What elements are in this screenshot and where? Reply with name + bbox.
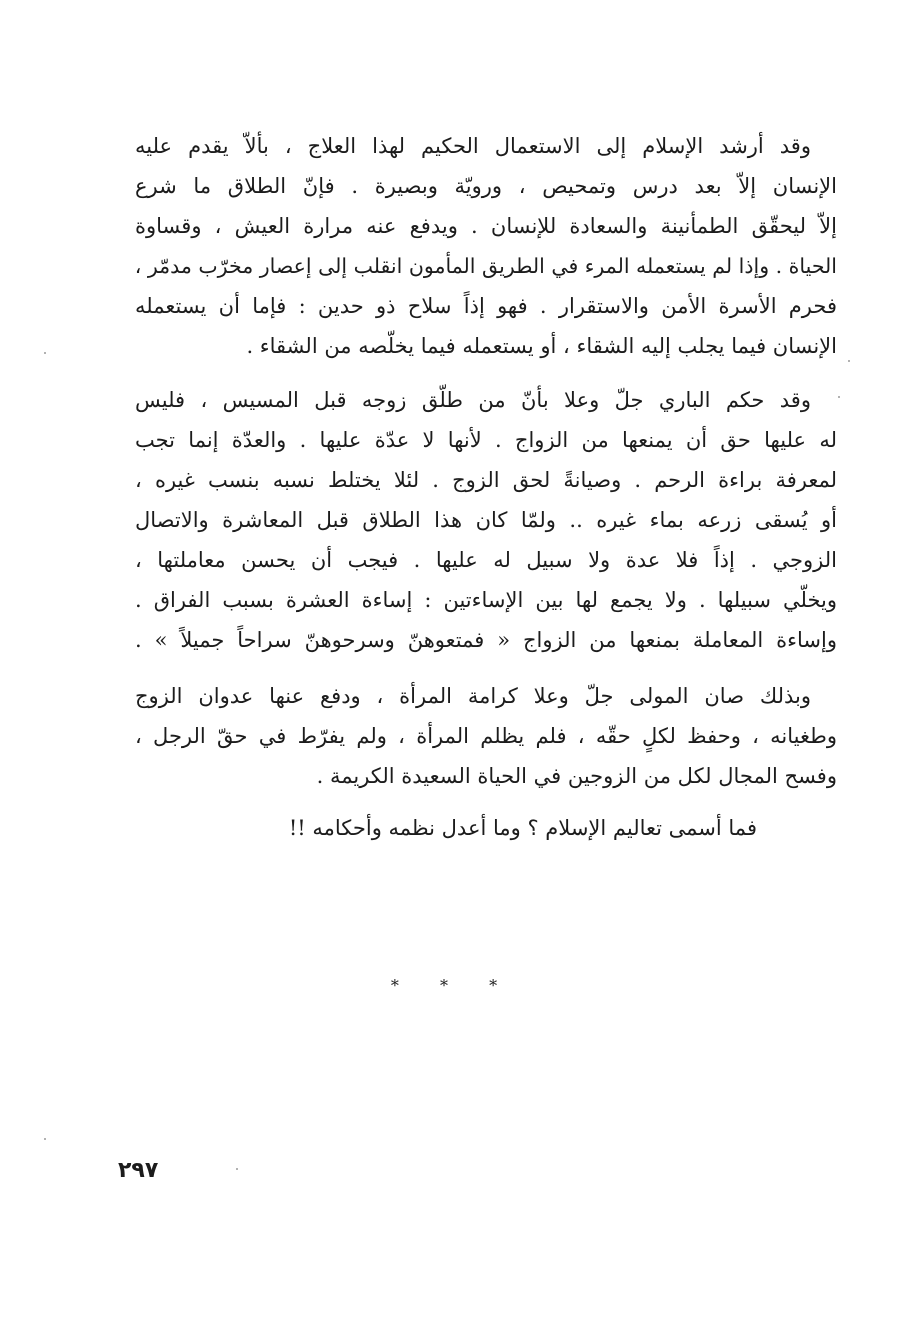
text-line: وقد أرشد الإسلام إلى الاستعمال الحكيم لهذا العلاج ، بألاّ يقدم عليه — [135, 134, 811, 158]
text-line: الإنسان إلاّ بعد درس وتمحيص ، ورويّة وبصيرة . فإنّ الطلاق ما شرع — [135, 174, 837, 198]
page-number: ٢٩٧ — [118, 1158, 159, 1183]
text-line: وإساءة المعاملة بمنعها من الزواج « فمتعوهنّ وسرحوهنّ سراحاً جميلاً » . — [135, 628, 837, 652]
text-line: وفسح المجال لكل من الزوجين في الحياة السعيدة الكريمة . — [316, 764, 837, 788]
paper-speck — [838, 396, 840, 398]
text-line: فحرم الأسرة الأمن والاستقرار . فهو إذاً سلاح ذو حدين : فإما أن يستعمله — [135, 294, 837, 318]
text-line: فما أسمى تعاليم الإسلام ؟ وما أعدل نظمه وأحكامه !! — [288, 816, 757, 840]
text-line: وطغيانه ، وحفظ لكلٍ حقّه ، فلم يظلم المرأة ، ولم يفرّط في حقّ الرجل ، — [135, 724, 837, 748]
paper-speck — [44, 1138, 46, 1140]
text-line: أو يُسقى زرعه بماء غيره .. ولمّا كان هذا الطلاق قبل المعاشرة والاتصال — [135, 508, 837, 532]
text-line: وبذلك صان المولى جلّ وعلا كرامة المرأة ، ودفع عنها عدوان الزوج — [135, 684, 811, 708]
text-line: وقد حكم الباري جلّ وعلا بأنّ من طلّق زوجه قبل المسيس ، فليس — [135, 388, 811, 412]
paragraph-3 — [135, 676, 837, 796]
text-line: ويخلّي سبيلها . ولا يجمع لها بين الإساءتين : إساءة العشرة بسبب الفراق . — [135, 588, 837, 612]
paper-speck — [236, 1168, 238, 1170]
paragraph-2 — [135, 380, 837, 660]
text-line: إلاّ ليحقّق الطمأنينة والسعادة للإنسان . ويدفع عنه مرارة العيش ، وقساوة — [135, 214, 837, 238]
paper-speck — [44, 352, 46, 354]
text-line: الإنسان فيما يجلب إليه الشقاء ، أو يستعمله فيما يخلّصه من الشقاء . — [246, 334, 837, 358]
text-line: له عليها حق أن يمنعها من الزواج . لأنها لا عدّة عليها . والعدّة إنما تجب — [135, 428, 837, 452]
paragraph-4 — [135, 808, 837, 848]
section-separator: * * * — [390, 976, 516, 995]
text-line: لمعرفة براءة الرحم . وصيانةً لحق الزوج . لئلا يختلط نسبه بنسب غيره ، — [135, 468, 837, 492]
text-line: الزوجي . إذاً فلا عدة ولا سبيل له عليها . فيجب أن يحسن معاملتها ، — [135, 548, 837, 572]
paper-speck — [848, 360, 850, 362]
text-line: الحياة . وإذا لم يستعمله المرء في الطريق المأمون انقلب إلى إعصار مخرّب مدمّر ، — [134, 254, 837, 278]
paragraph-1 — [135, 126, 837, 366]
